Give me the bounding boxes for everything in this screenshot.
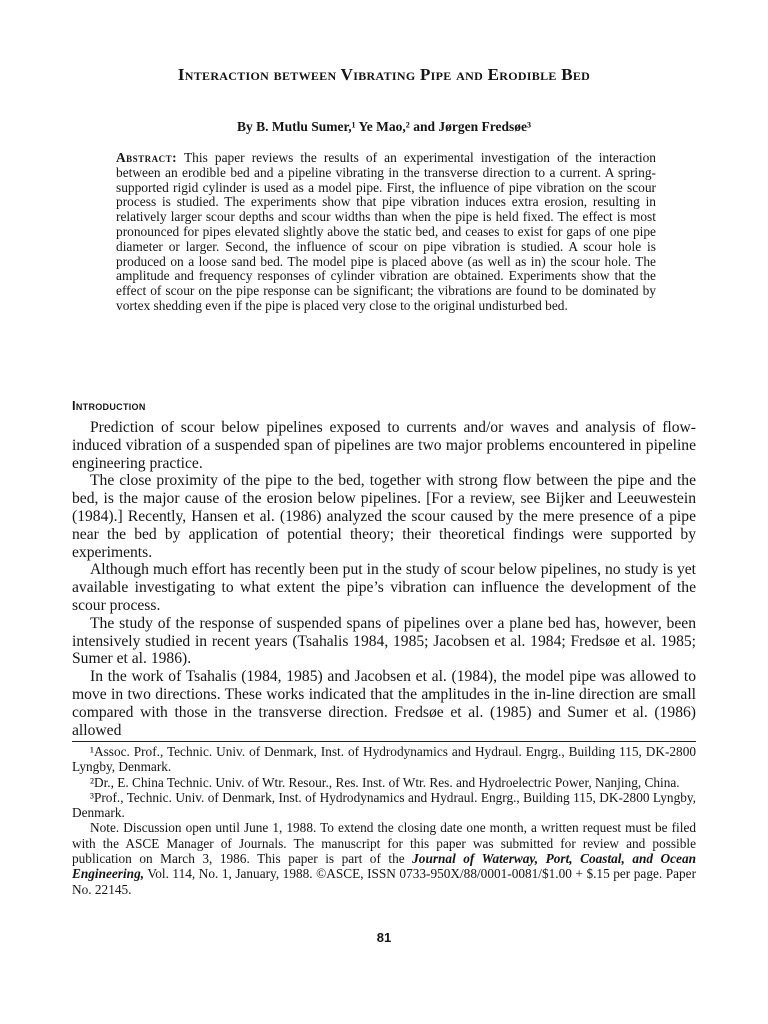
citation-details: Vol. 114, No. 1, January, 1988. ©ASCE, ISSN 0733-950X/88/0001-0081/$1.00 + $.15 per page. Paper No. 22145. <box>72 866 696 897</box>
page-number: 81 <box>376 930 392 945</box>
journal-name: Journal of Waterway, Port, Coastal, and Ocean Engineering, <box>72 851 696 882</box>
footnote: ²Dr., E. China Technic. Univ. of Wtr. Resour., Res. Inst. of Wtr. Res. and Hydroelectric Power, Nanjing, China. <box>90 774 680 790</box>
body-paragraph: Although much effort has recently been put in the study of scour below pipelines, no study is yet available investigating to what extent the pipe’s vibration can influence the development of the scour process. <box>72 561 696 614</box>
body-paragraph: The close proximity of the pipe to the bed, together with strong flow between the pipe and the bed, is the major cause of the erosion below pipelines. [For a review, see Bijker and Leeuwestein (1984).] Recently, Hansen et al. (1986) analyzed the scour caused by the mere presence of a pipe near the bed by application of potential theory; their theoretical findings were supported by experiments. <box>72 472 696 561</box>
abstract-text: This paper reviews the results of an experimental investigation of the interaction between an erodible bed and a pipeline vibrating in the transverse direction to a current. A spring-supported rigid cylinder is used as a model pipe. First, the influence of pipe vibration on the scour process is studied. The experiments show that pipe vibration induces extra erosion, resulting in relatively larger scour depths and scour widths than when the pipe is held fixed. The effect is most pronounced for pipes elevated slightly above the static bed, and ceases to exist for gaps of one pipe diameter or larger. Second, the influence of scour on pipe vibration is studied. A scour hole is produced on a loose sand bed. The model pipe is placed above (as well as in) the scour hole. The amplitude and frequency responses of cylinder vibration are obtained. Experiments show that the effect of scour on the pipe response can be significant; the vibrations are found to be dominated by vortex shedding even if the pipe is placed very close to the original undisturbed bed. <box>116 150 657 313</box>
abstract-label: Abstract: <box>116 150 178 165</box>
footnote-divider <box>72 741 696 742</box>
body-paragraph: The study of the response of suspended spans of pipelines over a plane bed has, however, been intensively studied in recent years (Tsahalis 1984, 1985; Jacobsen et al. 1984; Fredsøe et al. 1985; Sumer et al. 1986). <box>72 614 696 668</box>
paper-title: Interaction between Vibrating Pipe and Erodible Bed <box>177 65 591 84</box>
note-text: Note. Discussion open until June 1, 1988. To extend the closing date one month, a written request must be filed with the ASCE Manager of Journals. The manuscript for this paper was submitted for review and possible publication on March 3, 1986. This paper is part of the <box>72 820 696 867</box>
introduction-heading: Introduction <box>72 398 146 413</box>
footnote: ¹Assoc. Prof., Technic. Univ. of Denmark, Inst. of Hydrodynamics and Hydraul. Engrg., Building 115, DK-2800 Lyngby, Denmark. <box>72 744 696 775</box>
footnote: ³Prof., Technic. Univ. of Denmark, Inst. of Hydrodynamics and Hydraul. Engrg., Building 115, DK-2800 Lyngby, Denmark. <box>72 789 696 821</box>
footnotes <box>72 744 696 897</box>
introduction-body <box>72 419 696 739</box>
body-paragraph: Prediction of scour below pipelines exposed to currents and/or waves and analysis of flow-induced vibration of a suspended span of pipelines are two major problems encountered in pipeline engineering practice. <box>72 419 696 472</box>
body-paragraph: In the work of Tsahalis (1984, 1985) and Jacobsen et al. (1984), the model pipe was allowed to move in two directions. These works indicated that the amplitudes in the in-line direction are small compared with those in the transverse direction. Fredsøe et al. (1985) and Sumer et al. (1986) allowed <box>72 668 696 739</box>
abstract <box>116 151 656 314</box>
publication-note <box>72 820 696 896</box>
author-line: By B. Mutlu Sumer,¹ Ye Mao,² and Jørgen Fredsøe³ <box>236 119 532 134</box>
